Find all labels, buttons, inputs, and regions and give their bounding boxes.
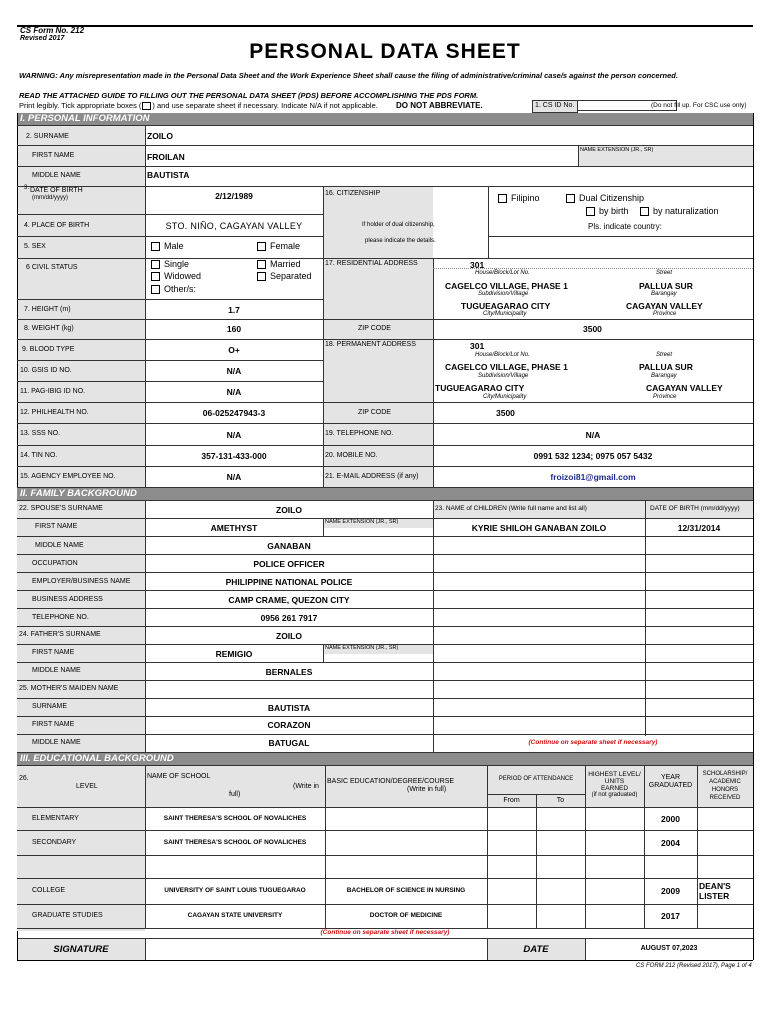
weight-label: 8. WEIGHT (kg) [24, 325, 74, 332]
by-birth-option[interactable] [586, 206, 629, 216]
res-street-label: Street [656, 270, 673, 276]
perm-city-value[interactable]: TUGUEAGARAO CITY [435, 383, 525, 393]
page-title: PERSONAL DATA SHEET [249, 40, 521, 63]
perm-street-label: Street [656, 352, 673, 358]
print-instructions [19, 101, 378, 110]
edu-row-course[interactable]: DOCTOR OF MEDICINE [369, 912, 443, 919]
edu-highest-header [585, 771, 644, 799]
by-naturalization-checkbox[interactable] [640, 207, 649, 216]
spouse-telephone-value[interactable]: 0956 261 7917 [260, 613, 318, 623]
res-zip-value[interactable]: 3500 [583, 324, 602, 334]
gsis-label: 10. GSIS ID NO. [20, 367, 72, 374]
employer-label: EMPLOYER/BUSINESS NAME [32, 578, 131, 585]
indicate-country-label: Pls. indicate country: [588, 222, 662, 231]
edu-honors-line2: ACADEMIC [709, 779, 741, 785]
edu-period-header: PERIOD OF ATTENDANCE [498, 776, 574, 782]
surname-value[interactable]: ZOILO [147, 131, 173, 141]
edu-school-header: NAME OF SCHOOL [147, 773, 211, 780]
by-birth-checkbox[interactable] [586, 207, 595, 216]
business-address-label: BUSINESS ADDRESS [32, 596, 103, 603]
edu-number: 26. [19, 775, 29, 782]
agency-label: 15. AGENCY EMPLOYEE NO. [20, 473, 116, 480]
father-surname-label: 24. FATHER'S SURNAME [19, 631, 101, 638]
family-continue-note: (Continue on separate sheet if necessary) [528, 739, 658, 746]
res-house-label: House/Block/Lot No. [475, 270, 530, 276]
edu-row-school[interactable]: UNIVERSITY OF SAINT LOUIS TUGUEGARAO [164, 887, 306, 894]
form-revised: Revised 2017 [20, 35, 65, 42]
by-naturalization-option[interactable] [640, 206, 719, 216]
father-first-name-value[interactable]: REMIGIO [215, 649, 253, 659]
guide-notice: READ THE ATTACHED GUIDE TO FILLING OUT THE PERSONAL DATA SHEET (PDS) BEFORE ACCOMPLISHING THE PDS FORM. [19, 91, 479, 100]
philhealth-label: 12. PHILHEALTH NO. [20, 409, 89, 416]
edu-row-year[interactable]: 2017 [661, 911, 680, 921]
res-subdivision-label: Subdivision/Village [478, 291, 529, 297]
sss-label: 13. SSS NO. [20, 430, 61, 437]
citizenship-label: 16. CITIZENSHIP [325, 190, 381, 197]
print-instructions-b: ) and use separate sheet if necessary. Indicate N/A if not applicable. [152, 101, 378, 110]
edu-row-year[interactable]: 2009 [661, 886, 680, 896]
single-option[interactable] [151, 259, 189, 269]
edu-year-header [644, 774, 697, 790]
dob-number: 3. [24, 185, 30, 191]
spouse-telephone-label: TELEPHONE NO. [32, 614, 89, 621]
male-option[interactable] [151, 241, 184, 251]
csc-only-note: (Do not fill up. For CSC use only) [651, 102, 747, 109]
email-value[interactable]: froizoi81@gmail.com [550, 472, 636, 482]
others-option[interactable] [151, 284, 196, 294]
first-name-value[interactable]: FROILAN [147, 152, 185, 162]
filipino-checkbox[interactable] [498, 194, 507, 203]
res-city-value[interactable]: TUGUEAGARAO CITY [461, 301, 551, 311]
mother-maiden-name-label: 25. MOTHER'S MAIDEN NAME [19, 685, 119, 692]
perm-province-value[interactable]: CAGAYAN VALLEY [646, 383, 723, 393]
edu-full: full) [229, 791, 241, 798]
single-checkbox[interactable] [151, 260, 160, 269]
perm-subdivision-label: Subdivision/Village [478, 373, 529, 379]
section-educational-background: III. EDUCATIONAL BACKGROUND [17, 753, 753, 765]
edu-row-year[interactable]: 2004 [661, 838, 680, 848]
edu-write-in: (Write in [293, 783, 319, 790]
business-address-value[interactable]: CAMP CRAME, QUEZON CITY [228, 595, 350, 605]
email-label: 21. E-MAIL ADDRESS (if any) [325, 473, 419, 480]
dob-format: (mm/dd/yyyy) [32, 195, 68, 201]
edu-row-school[interactable]: SAINT THERESA'S SCHOOL OF NOVALICHES [163, 815, 307, 822]
edu-year-line1: YEAR [660, 774, 681, 781]
edu-honors-header [697, 770, 753, 802]
mother-first-name-value[interactable]: CORAZON [267, 720, 311, 730]
dual-citizenship-option[interactable] [566, 193, 644, 203]
tin-value[interactable]: 357-131-433-000 [201, 451, 267, 461]
agency-value[interactable]: N/A [226, 472, 242, 482]
widowed-label: Widowed [164, 271, 202, 281]
edu-row-level: ELEMENTARY [32, 815, 79, 822]
mother-middle-name-label: MIDDLE NAME [32, 739, 81, 746]
by-naturalization-label: by naturalization [653, 206, 719, 216]
mother-first-name-label: FIRST NAME [32, 721, 75, 728]
pagibig-value[interactable]: N/A [226, 387, 242, 397]
date-label: DATE [523, 944, 549, 955]
male-checkbox[interactable] [151, 242, 160, 251]
married-label: Married [270, 259, 301, 269]
edu-honors-line1: SCHOLARSHIP/ [702, 771, 748, 777]
edu-row-level: SECONDARY [32, 839, 77, 846]
place-of-birth-label: 4. PLACE OF BIRTH [24, 222, 90, 229]
perm-province-label: Province [653, 394, 677, 400]
perm-barangay-label: Barangay [651, 373, 677, 379]
res-barangay-value[interactable]: PALLUA SUR [639, 281, 693, 291]
civil-status-label: 6 CIVIL STATUS [26, 264, 78, 271]
filipino-label: Filipino [511, 193, 540, 203]
signature-label: SIGNATURE [53, 944, 109, 955]
widowed-option[interactable] [151, 271, 201, 281]
father-middle-name-label: MIDDLE NAME [32, 667, 81, 674]
female-checkbox[interactable] [257, 242, 266, 251]
single-label: Single [164, 259, 190, 269]
gsis-value[interactable]: N/A [226, 366, 242, 376]
spouse-surname-value[interactable]: ZOILO [276, 505, 302, 515]
edu-row-level: COLLEGE [32, 887, 66, 894]
sss-value[interactable]: N/A [226, 430, 242, 440]
edu-course-header: BASIC EDUCATION/DEGREE/COURSE [327, 778, 455, 785]
res-province-label: Province [653, 311, 677, 317]
dual-note-1: If holder of dual citizenship, [362, 222, 435, 228]
edu-highest-line1: HIGHEST LEVEL/ [588, 771, 641, 778]
edu-continue-note: (Continue on separate sheet if necessary) [320, 929, 450, 936]
edu-honors-line3: HONORS [711, 787, 739, 793]
widowed-checkbox[interactable] [151, 272, 160, 281]
edu-year-line2: GRADUATED [648, 782, 693, 789]
res-house-value[interactable]: 301 [470, 260, 485, 270]
perm-city-label: City/Municipality [483, 394, 527, 400]
dual-citizenship-label: Dual Citizenship [579, 193, 645, 203]
surname-label: 2. SURNAME [26, 133, 69, 140]
blood-type-value[interactable]: O+ [228, 345, 240, 355]
edu-row-course[interactable]: BACHELOR OF SCIENCE IN NURSING [346, 887, 466, 894]
others-checkbox[interactable] [151, 285, 160, 294]
name-extension-label: NAME EXTENSION (JR., SR) [580, 147, 654, 153]
mother-surname-label: SURNAME [32, 703, 68, 710]
spouse-first-name-label: FIRST NAME [35, 523, 78, 530]
sex-label: 5. SEX [24, 243, 46, 250]
edu-course-sub: (Write in full) [407, 786, 447, 793]
philhealth-value[interactable]: 06-025247943-3 [202, 408, 266, 418]
mobile-value[interactable]: 0991 532 1234; 0975 057 5432 [533, 451, 653, 461]
spouse-surname-label: 22. SPOUSE'S SURNAME [19, 505, 103, 512]
tick-box-sample [142, 102, 151, 110]
child-1-name[interactable]: KYRIE SHILOH GANABAN ZOILO [471, 523, 607, 533]
section-personal-information: I. PERSONAL INFORMATION [17, 113, 753, 125]
father-name-extension-label: NAME EXTENSION (JR., SR) [325, 645, 399, 651]
section-family-background: II. FAMILY BACKGROUND [17, 488, 753, 500]
cs-id-label: 1. CS ID No. [535, 102, 575, 109]
res-subdivision-value[interactable]: CAGELCO VILLAGE, PHASE 1 [445, 281, 568, 291]
spouse-middle-name-value[interactable]: GANABAN [267, 541, 311, 551]
separated-checkbox[interactable] [257, 272, 266, 281]
perm-zip-label: ZIP CODE [358, 409, 391, 416]
father-surname-value[interactable]: ZOILO [276, 631, 302, 641]
telephone-value[interactable]: N/A [585, 430, 601, 440]
edu-highest-line4: (if not graduated) [591, 792, 638, 798]
female-label: Female [270, 241, 301, 251]
weight-value[interactable]: 160 [226, 324, 242, 334]
height-value[interactable]: 1.7 [228, 305, 240, 315]
father-first-name-label: FIRST NAME [32, 649, 75, 656]
mobile-label: 20. MOBILE NO. [325, 452, 378, 459]
occupation-label: OCCUPATION [32, 560, 78, 567]
edu-row-level: GRADUATE STUDIES [32, 912, 103, 919]
first-name-label: FIRST NAME [32, 152, 75, 159]
res-province-value[interactable]: CAGAYAN VALLEY [626, 301, 703, 311]
spouse-name-extension-label: NAME EXTENSION (JR., SR) [325, 519, 399, 525]
children-dob-label: DATE OF BIRTH (mm/dd/yyyy) [650, 505, 740, 512]
children-label: 23. NAME of CHILDREN (Write full name and list all) [435, 505, 587, 512]
res-city-label: City/Municipality [483, 311, 527, 317]
perm-house-label: House/Block/Lot No. [475, 352, 530, 358]
print-instructions-a: Print legibly. Tick appropriate boxes ( [19, 101, 142, 110]
male-label: Male [164, 241, 184, 251]
edu-to-header: To [556, 797, 565, 804]
permanent-address-label: 18. PERMANENT ADDRESS [325, 341, 416, 348]
do-not-abbreviate: DO NOT ABBREVIATE. [396, 101, 483, 110]
residential-address-label: 17. RESIDENTIAL ADDRESS [325, 260, 418, 267]
form-number: CS Form No. 212 [20, 26, 85, 35]
dob-label: DATE OF BIRTH [30, 187, 83, 194]
married-option[interactable] [257, 259, 301, 269]
middle-name-label: MIDDLE NAME [32, 172, 81, 179]
edu-row-year[interactable]: 2000 [661, 814, 680, 824]
res-zip-label: ZIP CODE [358, 325, 391, 332]
middle-name-value[interactable]: BAUTISTA [147, 170, 190, 180]
edu-highest-line3: EARNED [600, 785, 629, 792]
spouse-middle-name-label: MIDDLE NAME [35, 542, 84, 549]
mother-middle-name-value[interactable]: BATUGAL [268, 738, 310, 748]
pagibig-label: 11. PAG-IBIG ID NO. [20, 388, 86, 395]
mother-surname-value[interactable]: BAUTISTA [267, 703, 311, 713]
perm-house-value[interactable]: 301 [470, 341, 485, 351]
perm-zip-value[interactable]: 3500 [496, 408, 515, 418]
by-birth-label: by birth [599, 206, 629, 216]
filipino-option[interactable] [498, 193, 540, 203]
father-middle-name-value[interactable]: BERNALES [265, 667, 313, 677]
occupation-value[interactable]: POLICE OFFICER [253, 559, 325, 569]
date-value[interactable]: AUGUST 07,2023 [640, 945, 698, 952]
edu-from-header: From [503, 797, 520, 804]
married-checkbox[interactable] [257, 260, 266, 269]
dob-value[interactable]: 2/12/1989 [215, 191, 253, 201]
height-label: 7. HEIGHT (m) [24, 306, 71, 313]
spouse-first-name-value[interactable]: AMETHYST [210, 523, 258, 533]
child-1-dob[interactable]: 12/31/2014 [677, 523, 721, 533]
edu-level-header: LEVEL [76, 783, 98, 790]
perm-subdivision-value[interactable]: CAGELCO VILLAGE, PHASE 1 [445, 362, 568, 372]
place-of-birth-value[interactable]: STO. NIÑO, CAGAYAN VALLEY [165, 221, 303, 231]
telephone-label: 19. TELEPHONE NO. [325, 430, 394, 437]
perm-barangay-value[interactable]: PALLUA SUR [639, 362, 693, 372]
edu-row-school[interactable]: SAINT THERESA'S SCHOOL OF NOVALICHES [163, 839, 307, 846]
edu-highest-line2: UNITS [604, 778, 625, 785]
edu-row-school[interactable]: CAGAYAN STATE UNIVERSITY [187, 912, 283, 919]
separated-option[interactable] [257, 271, 312, 281]
others-label: Other/s: [164, 284, 197, 294]
res-barangay-label: Barangay [651, 291, 677, 297]
dual-citizenship-checkbox[interactable] [566, 194, 575, 203]
edu-row-honors[interactable]: DEAN'S LISTER [699, 881, 731, 901]
tin-label: 14. TIN NO. [20, 452, 58, 459]
female-option[interactable] [257, 241, 300, 251]
dual-note-2: please indicate the details. [365, 238, 436, 244]
page-footer-note: CS FORM 212 (Revised 2017), Page 1 of 4 [636, 963, 752, 969]
signature-field[interactable] [146, 939, 486, 960]
separated-label: Separated [270, 271, 312, 281]
warning-text: WARNING: Any misrepresentation made in the Personal Data Sheet and the Work Experience Sheet shall cause the filing of administrative/criminal case/s against the person concerned. [19, 71, 678, 80]
employer-value[interactable]: PHILIPPINE NATIONAL POLICE [225, 577, 353, 587]
edu-honors-line4: RECEIVED [709, 795, 741, 801]
blood-type-label: 9. BLOOD TYPE [22, 346, 75, 353]
